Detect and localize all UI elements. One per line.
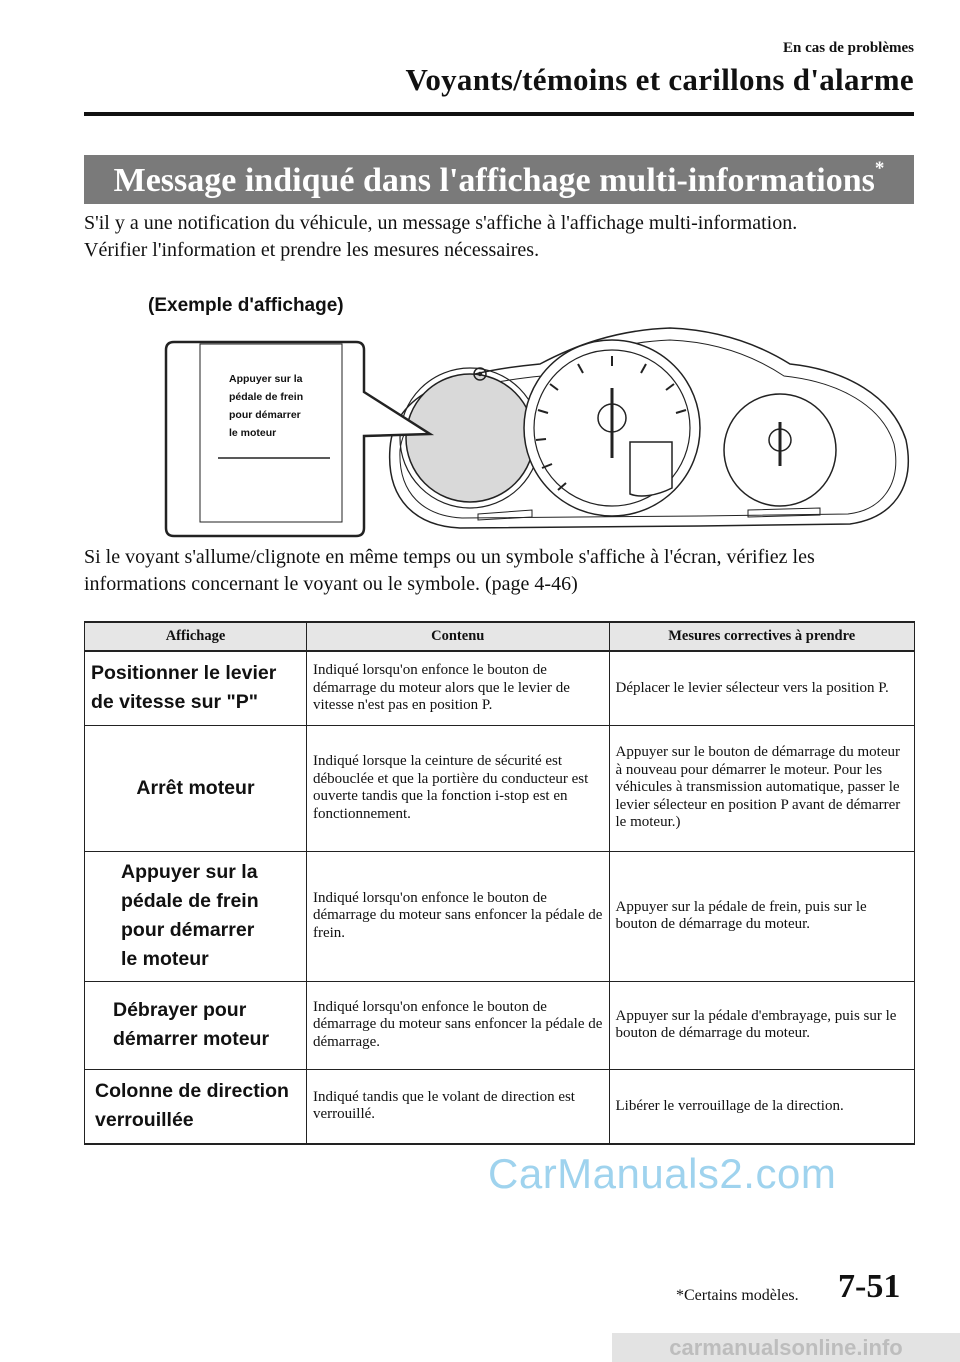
message-table (84, 621, 915, 1145)
after-text (84, 544, 924, 598)
content-cell: Indiqué lorsqu'on enfonce le bouton de démarrage du moteur sans enfoncer la pédale de frein. (306, 851, 609, 981)
header-display: Affichage (85, 622, 307, 651)
display-line: Appuyer sur la (121, 861, 258, 883)
popup-line: pédale de frein (229, 391, 304, 403)
display-line: Débrayer pour (113, 999, 247, 1021)
table-row (85, 651, 915, 725)
popup-line: pour démarrer (229, 409, 301, 421)
example-caption: (Exemple d'affichage) (148, 295, 344, 316)
display-cell (85, 981, 307, 1069)
section-banner (84, 155, 914, 204)
display-cell (85, 851, 307, 981)
display-line: démarrer moteur (113, 1028, 270, 1050)
display-line: pédale de frein (121, 890, 259, 912)
left-gauge-display (406, 374, 534, 502)
header-action: Mesures correctives à prendre (609, 622, 915, 651)
table-row (85, 981, 915, 1069)
display-line: le moteur (121, 948, 209, 970)
display-line: de vitesse sur "P" (91, 691, 258, 714)
action-cell: Appuyer sur la pédale d'embrayage, puis sur le bouton de démarrage du moteur. (609, 981, 915, 1069)
header-rule (84, 112, 914, 116)
intro-text (84, 210, 924, 264)
display-line: pour démarrer (121, 919, 255, 941)
banner-asterisk: * (874, 158, 885, 179)
after-line-2: informations concernant le voyant ou le symbole. (page 4-46) (84, 573, 578, 595)
header-content: Contenu (306, 622, 609, 651)
watermark-logo: CarManuals2.com (488, 1150, 837, 1197)
table-row (85, 1069, 915, 1144)
site-banner[interactable]: carmanualsonline.info (612, 1333, 960, 1362)
display-line: Colonne de direction (95, 1080, 289, 1103)
action-cell: Appuyer sur la pédale de frein, puis sur le bouton de démarrage du moteur. (609, 851, 915, 981)
action-cell: Appuyer sur le bouton de démarrage du moteur à nouveau pour démarrer le moteur. Pour les véhicules à transmission automatique, passer le levier sélecteur en position P avant de démarrer le moteur.) (609, 725, 915, 851)
display-line: verrouillée (95, 1109, 194, 1132)
popup-message (229, 370, 349, 442)
popup-line: le moteur (229, 427, 277, 439)
content-cell: Indiqué tandis que le volant de direction est verrouillé. (306, 1069, 609, 1144)
page-number: 7-51 (838, 1268, 901, 1305)
header-title: Voyants/témoins et carillons d'alarme (405, 62, 914, 97)
content-cell: Indiqué lorsqu'on enfonce le bouton de démarrage du moteur alors que le levier de vitesse n'est pas en position P. (306, 651, 609, 725)
display-line: Arrêt moteur (136, 776, 255, 799)
footnote: *Certains modèles. (676, 1287, 799, 1304)
display-cell (85, 725, 307, 851)
after-line-1: Si le voyant s'allume/clignote en même temps ou un symbole s'affiche à l'écran, vérifiez les (84, 546, 815, 568)
action-cell: Libérer le verrouillage de la direction. (609, 1069, 915, 1144)
banner-title: Message indiqué dans l'affichage multi-informations (113, 162, 875, 199)
intro-line-2: Vérifier l'information et prendre les mesures nécessaires. (84, 239, 540, 261)
display-line: Positionner le levier (91, 662, 277, 685)
table-row (85, 851, 915, 981)
table-row (85, 725, 915, 851)
display-cell (85, 651, 307, 725)
intro-line-1: S'il y a une notification du véhicule, un message s'affiche à l'affichage multi-information. (84, 212, 798, 234)
tachometer-info-panel (630, 442, 672, 496)
table-header-row (85, 622, 915, 651)
header-section: En cas de problèmes (783, 40, 914, 56)
reset-knob-center (478, 372, 482, 376)
action-cell: Déplacer le levier sélecteur vers la position P. (609, 651, 915, 725)
popup-line: Appuyer sur la (229, 373, 303, 385)
content-cell: Indiqué lorsqu'on enfonce le bouton de démarrage du moteur sans enfoncer la pédale de démarrage. (306, 981, 609, 1069)
content-cell: Indiqué lorsque la ceinture de sécurité est débouclée et que la portière du conducteur est ouverte tandis que la fonction i-stop est en fonctionnement. (306, 725, 609, 851)
display-cell (85, 1069, 307, 1144)
cluster-trim-left (478, 510, 532, 520)
